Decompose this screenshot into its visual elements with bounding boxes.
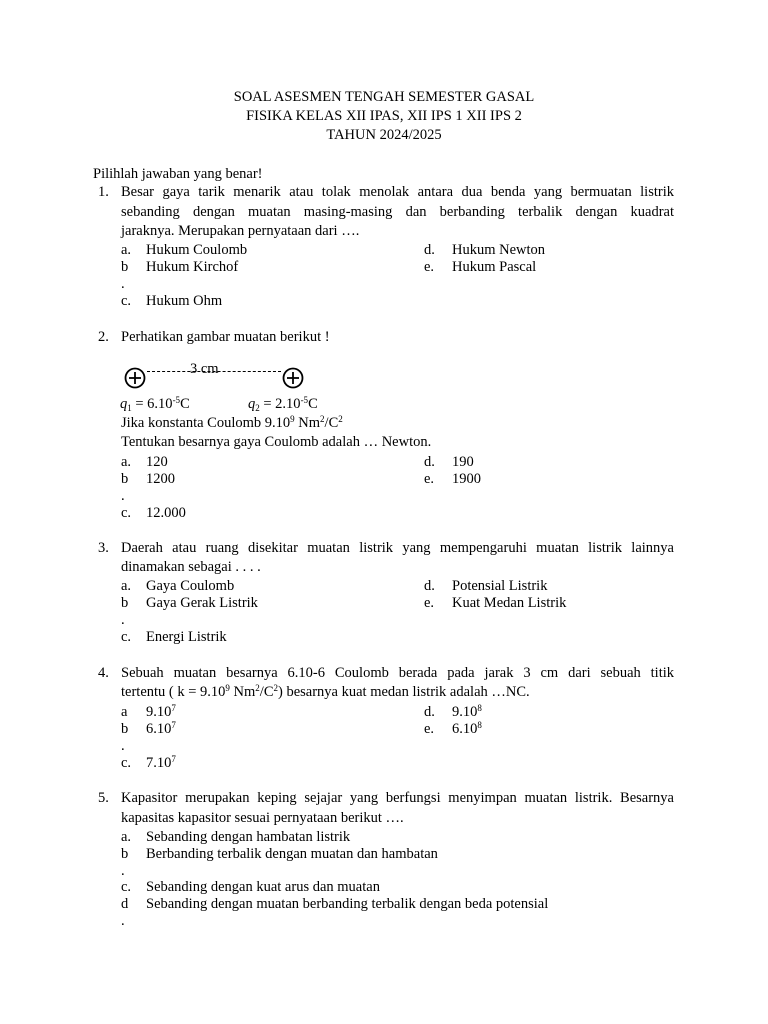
question-number: 5.	[98, 790, 109, 806]
charge-1-value: $q_1 = 6.10^{-5}C$	[120, 395, 190, 413]
option-e: Kuat Medan Listrik	[452, 595, 567, 611]
option-c-label: c.	[121, 629, 132, 645]
question-text: Besar gaya tarik menarik atau tolak menolak antara dua benda yang bermuatan listrik	[121, 184, 674, 200]
option-d-label: d.	[424, 242, 435, 258]
option-e-label: e.	[424, 595, 435, 611]
option-a-label: a.	[121, 578, 132, 594]
option-a-label: a	[121, 704, 128, 720]
question-text: sebanding dengan muatan masing-masing dan berbanding terbalik dengan kuadrat	[121, 204, 674, 220]
option-d: Sebanding dengan muatan berbanding terbalik dengan beda potensial	[146, 896, 549, 912]
option-a: 120	[146, 454, 168, 470]
question-text: jaraknya. Merupakan pernyataan dari ….	[121, 223, 360, 239]
option-a: Hukum Coulomb	[146, 242, 248, 258]
option-d: 9.10$^8$	[452, 703, 482, 720]
question-text: Tentukan besarnya gaya Coulomb adalah … Newton.	[121, 434, 432, 450]
option-c: Sebanding dengan kuat arus dan muatan	[146, 879, 380, 895]
option-e-label: e.	[424, 721, 435, 737]
option-a: Gaya Coulomb	[146, 578, 235, 594]
question-number: 2.	[98, 329, 109, 345]
question-number: 1.	[98, 184, 109, 200]
option-c-label: c.	[121, 755, 132, 771]
option-e: 6.10$^8$	[452, 720, 482, 737]
question-number: 4.	[98, 665, 109, 681]
option-b: 6.10$^7$	[146, 720, 176, 737]
charge-2-value: $q_2 = 2.10^{-5}C$	[248, 395, 318, 413]
option-b-dot: .	[121, 738, 125, 754]
question-text: Daerah atau ruang disekitar muatan listrik yang mempengaruhi muatan listrik lainnya	[121, 540, 674, 556]
option-a: 9.10$^7$	[146, 703, 176, 720]
option-a-label: a.	[121, 454, 132, 470]
option-c: 12.000	[146, 505, 186, 521]
option-e: Hukum Pascal	[452, 259, 537, 275]
option-b-label: b	[121, 846, 129, 862]
question-number: 3.	[98, 540, 109, 556]
exam-title: SOAL ASESMEN TENGAH SEMESTER GASAL	[233, 89, 535, 105]
option-d: Hukum Newton	[452, 242, 546, 258]
option-b-label: b	[121, 595, 129, 611]
option-e: 1900	[452, 471, 481, 487]
exam-subject: FISIKA KELAS XII IPAS, XII IPS 1 XII IPS 2	[246, 108, 522, 124]
option-d: 190	[452, 454, 474, 470]
option-b: Berbanding terbalik dengan muatan dan hambatan	[146, 846, 438, 862]
positive-charge-icon	[282, 367, 304, 389]
option-e-label: e.	[424, 259, 435, 275]
exam-year: TAHUN 2024/2025	[326, 127, 442, 143]
option-b: Gaya Gerak Listrik	[146, 595, 258, 611]
option-c-label: c.	[121, 505, 132, 521]
question-text: kapasitas kapasitor sesuai pernyataan berikut ….	[121, 810, 404, 826]
question-text: tertentu ( $k = 9.10^9$ $Nm^2/C^2$) besarnya kuat medan listrik adalah …NC.	[121, 683, 530, 700]
distance-label: 3 cm	[190, 361, 219, 377]
question-text: Sebuah muatan besarnya 6.10-6 Coulomb berada pada jarak 3 cm dari sebuah titik	[121, 665, 674, 681]
option-c: 7.10$^7$	[146, 754, 176, 771]
question-text: Perhatikan gambar muatan berikut !	[121, 329, 330, 345]
option-d-label: d.	[424, 578, 435, 594]
option-a-label: a.	[121, 829, 132, 845]
option-d-label: d	[121, 896, 129, 912]
option-b: Hukum Kirchof	[146, 259, 239, 275]
option-b-dot: .	[121, 612, 125, 628]
option-c: Energi Listrik	[146, 629, 227, 645]
option-b-dot: .	[121, 488, 125, 504]
option-b: 1200	[146, 471, 175, 487]
positive-charge-icon	[124, 367, 146, 389]
option-c: Hukum Ohm	[146, 293, 223, 309]
option-b-label: b	[121, 471, 129, 487]
instruction: Pilihlah jawaban yang benar!	[93, 166, 263, 182]
option-d-label: d.	[424, 704, 435, 720]
option-b-dot: .	[121, 863, 125, 879]
question-text: dinamakan sebagai . . . .	[121, 559, 261, 575]
option-d: Potensial Listrik	[452, 578, 548, 594]
option-e-label: e.	[424, 471, 435, 487]
option-a: Sebanding dengan hambatan listrik	[146, 829, 351, 845]
coulomb-constant: Jika konstanta Coulomb 9.10$^9$ $Nm^2/C^2$	[121, 414, 343, 431]
option-b-label: b	[121, 259, 129, 275]
option-c-label: c.	[121, 879, 132, 895]
option-b-label: b	[121, 721, 129, 737]
question-text: Kapasitor merupakan keping sejajar yang berfungsi menyimpan muatan listrik. Besarnya	[121, 790, 674, 806]
option-d-label: d.	[424, 454, 435, 470]
option-a-label: a.	[121, 242, 132, 258]
option-c-label: c.	[121, 293, 132, 309]
option-d-dot: .	[121, 913, 125, 929]
option-b-dot: .	[121, 276, 125, 292]
